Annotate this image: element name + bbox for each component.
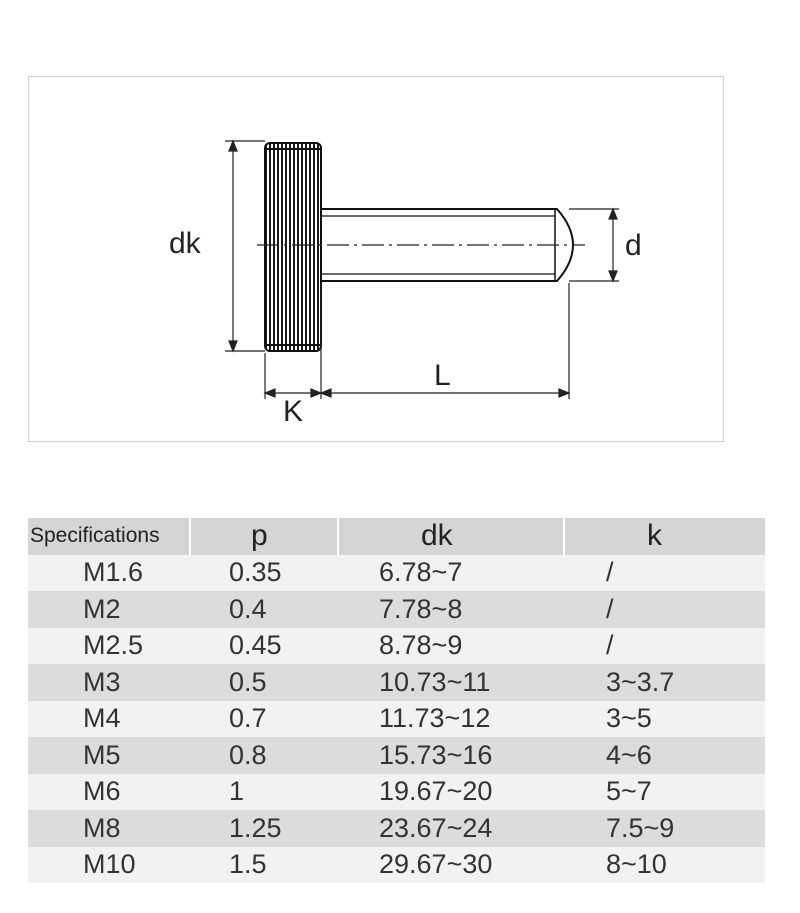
p-cell: 0.7: [190, 701, 338, 738]
k-label: K: [283, 395, 304, 428]
header-p: p: [190, 518, 338, 555]
thumb-screw-illustration: [29, 77, 725, 443]
d-label: d: [625, 229, 642, 262]
table-row: [28, 664, 765, 701]
k-cell: 7.5~9: [564, 810, 765, 847]
p-cell: 0.5: [190, 664, 338, 701]
table-row: [28, 847, 765, 884]
p-cell: 1.5: [190, 847, 338, 884]
table-row: [28, 774, 765, 811]
dk-label: dk: [169, 227, 201, 260]
spec-cell: M4: [28, 701, 190, 738]
table-row: [28, 555, 765, 592]
spec-cell: M5: [28, 737, 190, 774]
dk-cell: 8.78~9: [338, 628, 564, 665]
dk-dimension: [225, 141, 265, 351]
spec-cell: M2.5: [28, 628, 190, 665]
knurled-head: [265, 143, 321, 351]
dk-cell: 29.67~30: [338, 847, 564, 884]
l-label: L: [434, 359, 451, 392]
spec-cell: M1.6: [28, 555, 190, 592]
k-cell: 5~7: [564, 774, 765, 811]
p-cell: 0.35: [190, 555, 338, 592]
k-cell: /: [564, 591, 765, 628]
k-cell: 8~10: [564, 847, 765, 884]
spec-cell: M2: [28, 591, 190, 628]
k-cell: 4~6: [564, 737, 765, 774]
header-k: k: [564, 518, 765, 555]
p-cell: 0.8: [190, 737, 338, 774]
dk-cell: 23.67~24: [338, 810, 564, 847]
k-cell: /: [564, 628, 765, 665]
spec-cell: M8: [28, 810, 190, 847]
p-cell: 0.45: [190, 628, 338, 665]
table-row: [28, 701, 765, 738]
p-cell: 1: [190, 774, 338, 811]
k-cell: /: [564, 555, 765, 592]
spec-cell: M6: [28, 774, 190, 811]
p-cell: 0.4: [190, 591, 338, 628]
p-cell: 1.25: [190, 810, 338, 847]
table-row: [28, 591, 765, 628]
table-row: [28, 628, 765, 665]
table-header-row: [28, 518, 765, 555]
k-cell: 3~3.7: [564, 664, 765, 701]
header-specifications: Specifications: [28, 518, 190, 555]
k-cell: 3~5: [564, 701, 765, 738]
dk-cell: 6.78~7: [338, 555, 564, 592]
table-row: [28, 737, 765, 774]
screw-drawing: [28, 76, 724, 442]
spec-cell: M10: [28, 847, 190, 884]
specifications-table: [28, 518, 765, 883]
header-dk: dk: [338, 518, 564, 555]
dk-cell: 15.73~16: [338, 737, 564, 774]
spec-cell: M3: [28, 664, 190, 701]
dk-cell: 10.73~11: [338, 664, 564, 701]
dk-cell: 11.73~12: [338, 701, 564, 738]
table-row: [28, 810, 765, 847]
dk-cell: 19.67~20: [338, 774, 564, 811]
dk-cell: 7.78~8: [338, 591, 564, 628]
